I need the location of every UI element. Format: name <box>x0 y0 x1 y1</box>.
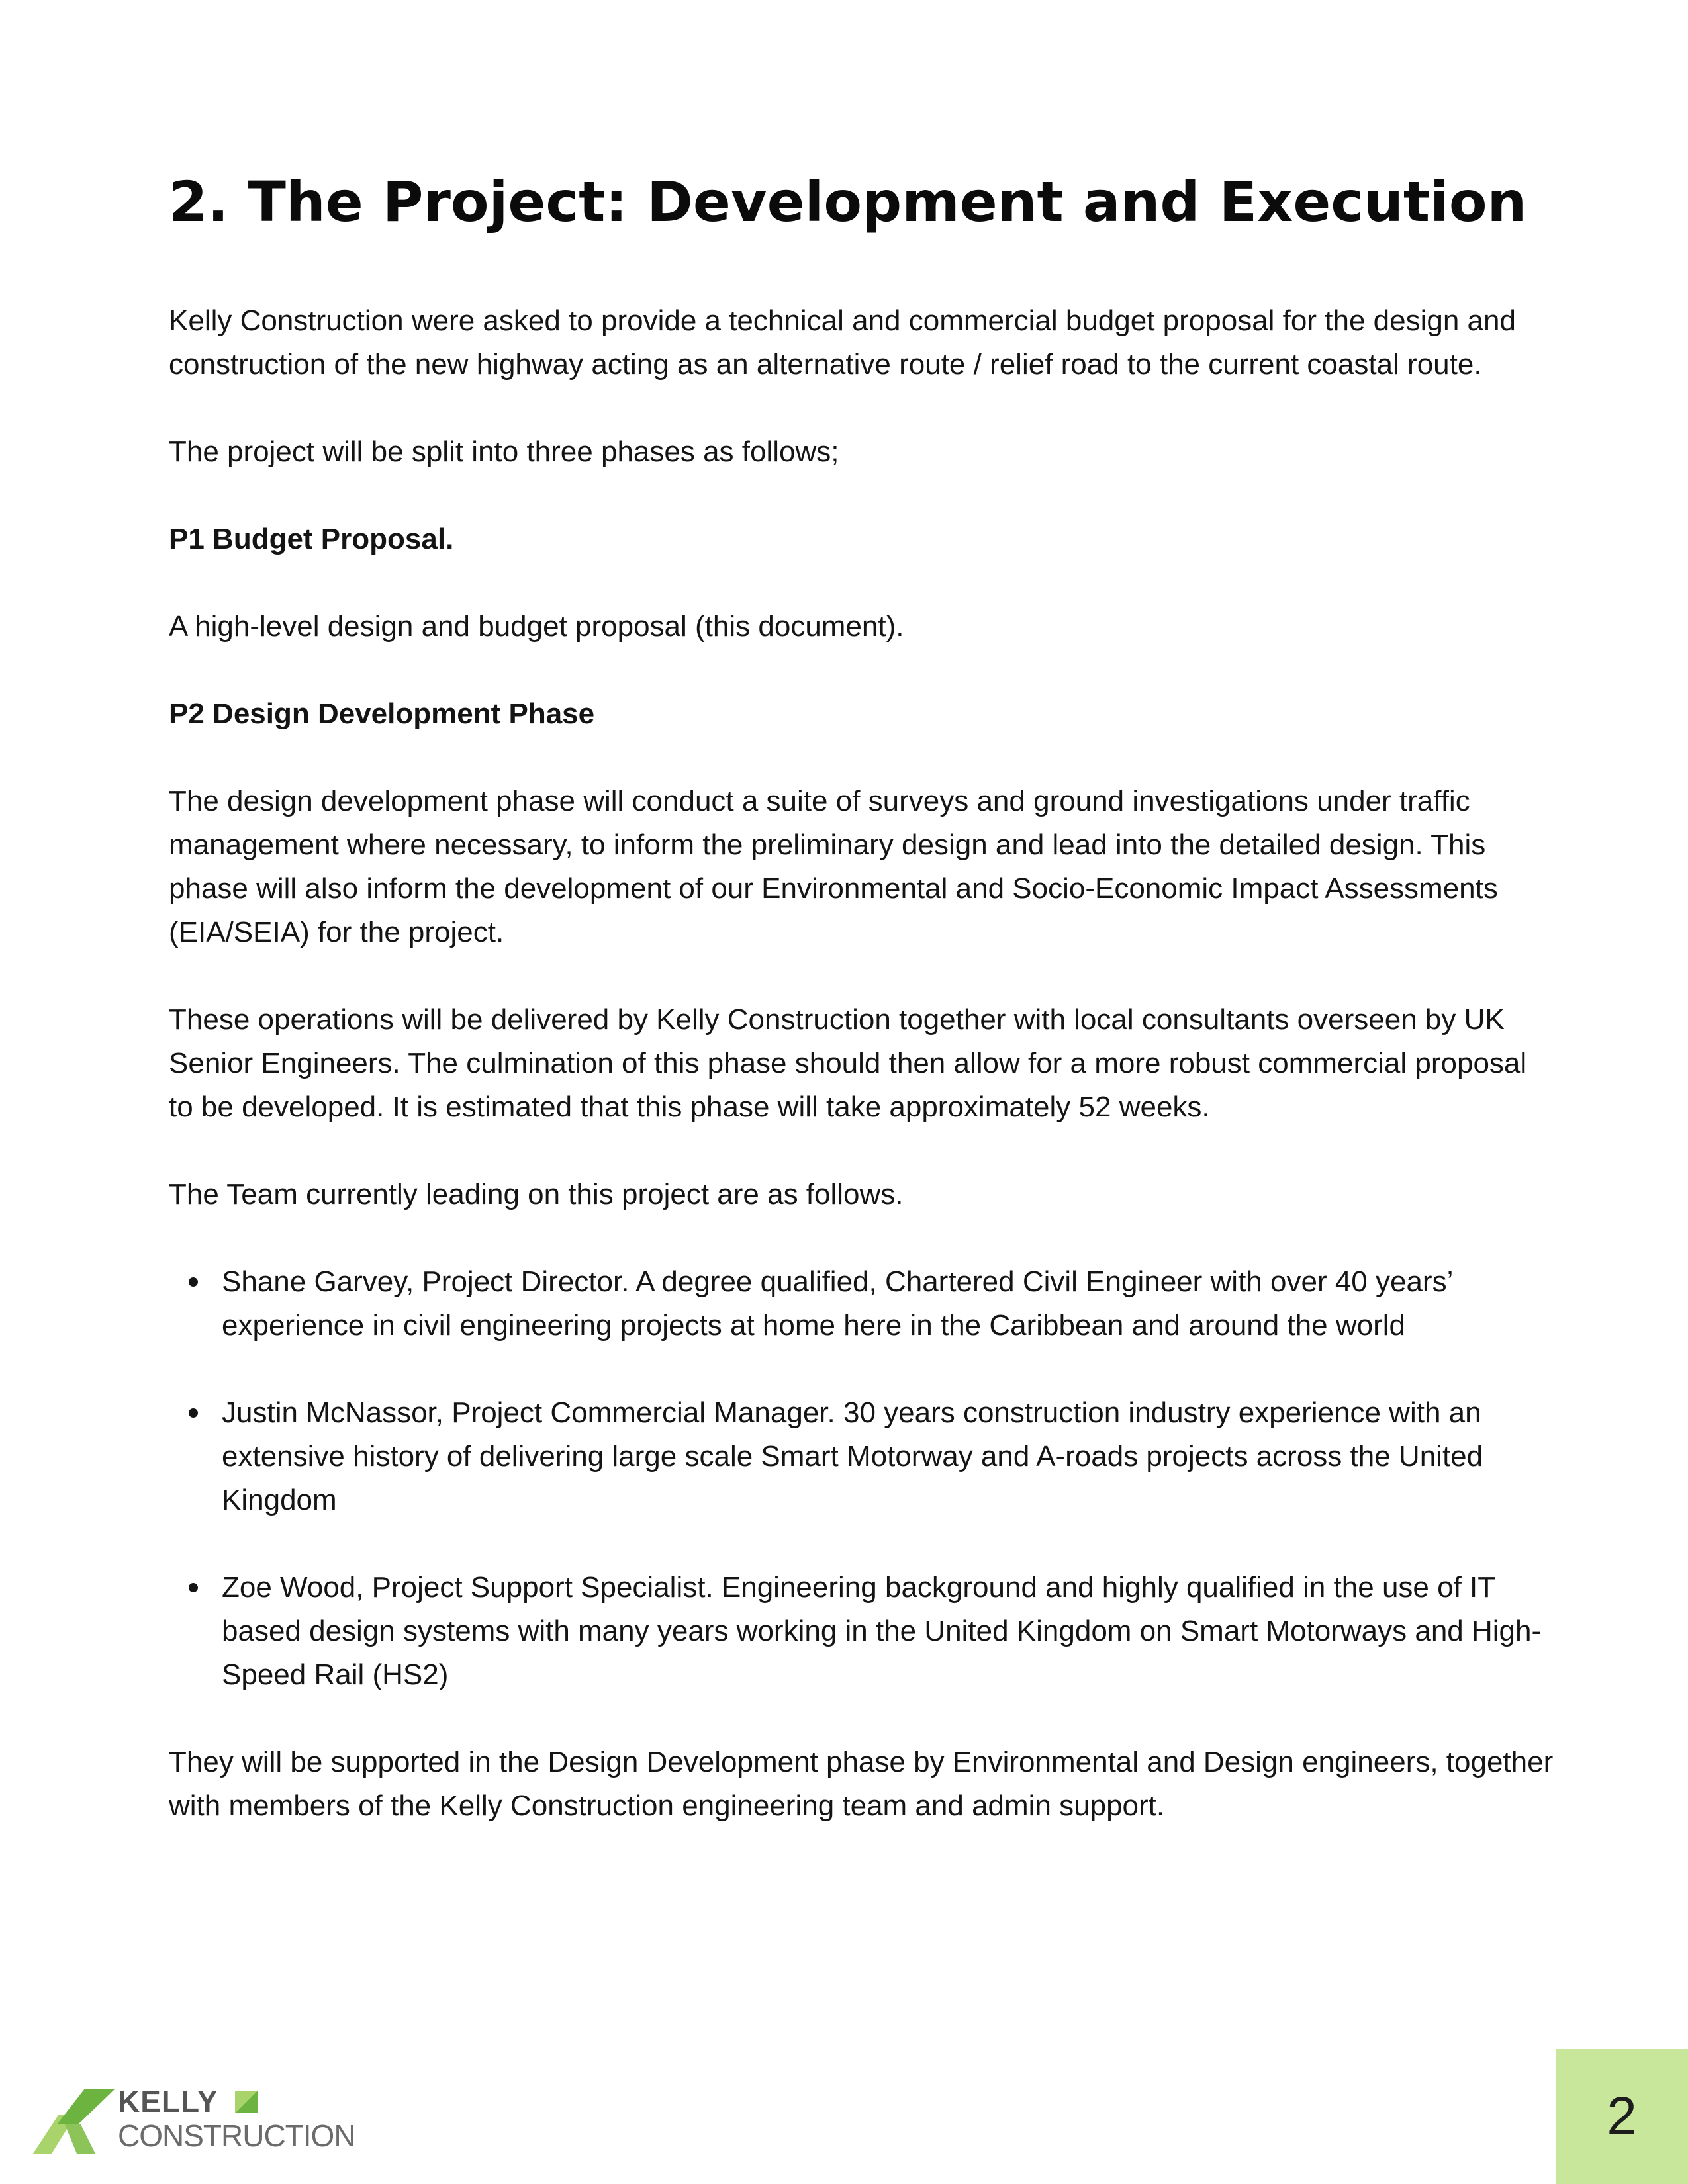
document-body <box>169 299 1559 1828</box>
p1-paragraph: A high-level design and budget proposal (this document). <box>169 610 904 643</box>
phases-intro-paragraph: The project will be split into three phases as follows; <box>169 435 839 468</box>
list-item <box>169 1391 1559 1522</box>
page-title: 2. The Project: Development and Execution <box>169 169 1527 234</box>
page-number-box <box>1556 2049 1688 2184</box>
p1-heading: P1 Budget Proposal. <box>169 523 454 555</box>
p2-heading: P2 Design Development Phase <box>169 698 595 730</box>
intro-paragraph: Kelly Construction were asked to provide a technical and commercial budget proposal for the design and construction of the new highway acting as an alternative route / relief road to the current coastal route. <box>169 304 1516 381</box>
closing-paragraph: They will be supported in the Design Development phase by Environmental and Design engineers, together with members of the Kelly Construction engineering team and admin support. <box>169 1746 1554 1822</box>
team-member-text: Shane Garvey, Project Director. A degree qualified, Chartered Civil Engineer with over 40 years’ experience in civil engineering projects at home here in the Caribbean and around the world <box>222 1265 1452 1342</box>
team-intro-paragraph: The Team currently leading on this project are as follows. <box>169 1178 904 1210</box>
kelly-k-logo-icon <box>32 2085 118 2158</box>
page-content <box>169 165 1559 1828</box>
logo-triangle-icon <box>235 2091 258 2113</box>
list-item <box>169 1566 1559 1697</box>
team-member-text: Justin McNassor, Project Commercial Manager. 30 years construction industry experience with an extensive history of delivering large scale Smart Motorway and A-roads projects across the United Kingdom <box>222 1396 1483 1516</box>
page-number: 2 <box>1607 2086 1637 2146</box>
team-member-text: Zoe Wood, Project Support Specialist. Engineering background and highly qualified in the use of IT based design systems with many years working in the United Kingdom on Smart Motorways and High-Speed Rail (HS2) <box>222 1571 1542 1691</box>
company-logo <box>32 2085 369 2158</box>
p2-paragraph-2: These operations will be delivered by Kelly Construction together with local consultants overseen by UK Senior Engineers. The culmination of this phase should then allow for a more robust commercial proposal to be developed. It is estimated that this phase will take approximately 52 weeks. <box>169 1003 1527 1123</box>
team-list <box>169 1260 1559 1697</box>
bullet-icon <box>189 1583 198 1592</box>
list-item <box>169 1260 1559 1347</box>
bullet-icon <box>189 1408 198 1418</box>
p2-paragraph-1: The design development phase will conduct a suite of surveys and ground investigations under traffic management where necessary, to inform the preliminary design and lead into the detailed design. This phase will also inform the development of our Environmental and Socio-Economic Impact Assessments (EIA/SEIA) for the project. <box>169 785 1498 948</box>
logo-wordmark-kelly: KELLY <box>118 2085 355 2118</box>
bullet-icon <box>189 1277 198 1287</box>
logo-wordmark-construction: CONSTRUCTION <box>118 2118 355 2153</box>
